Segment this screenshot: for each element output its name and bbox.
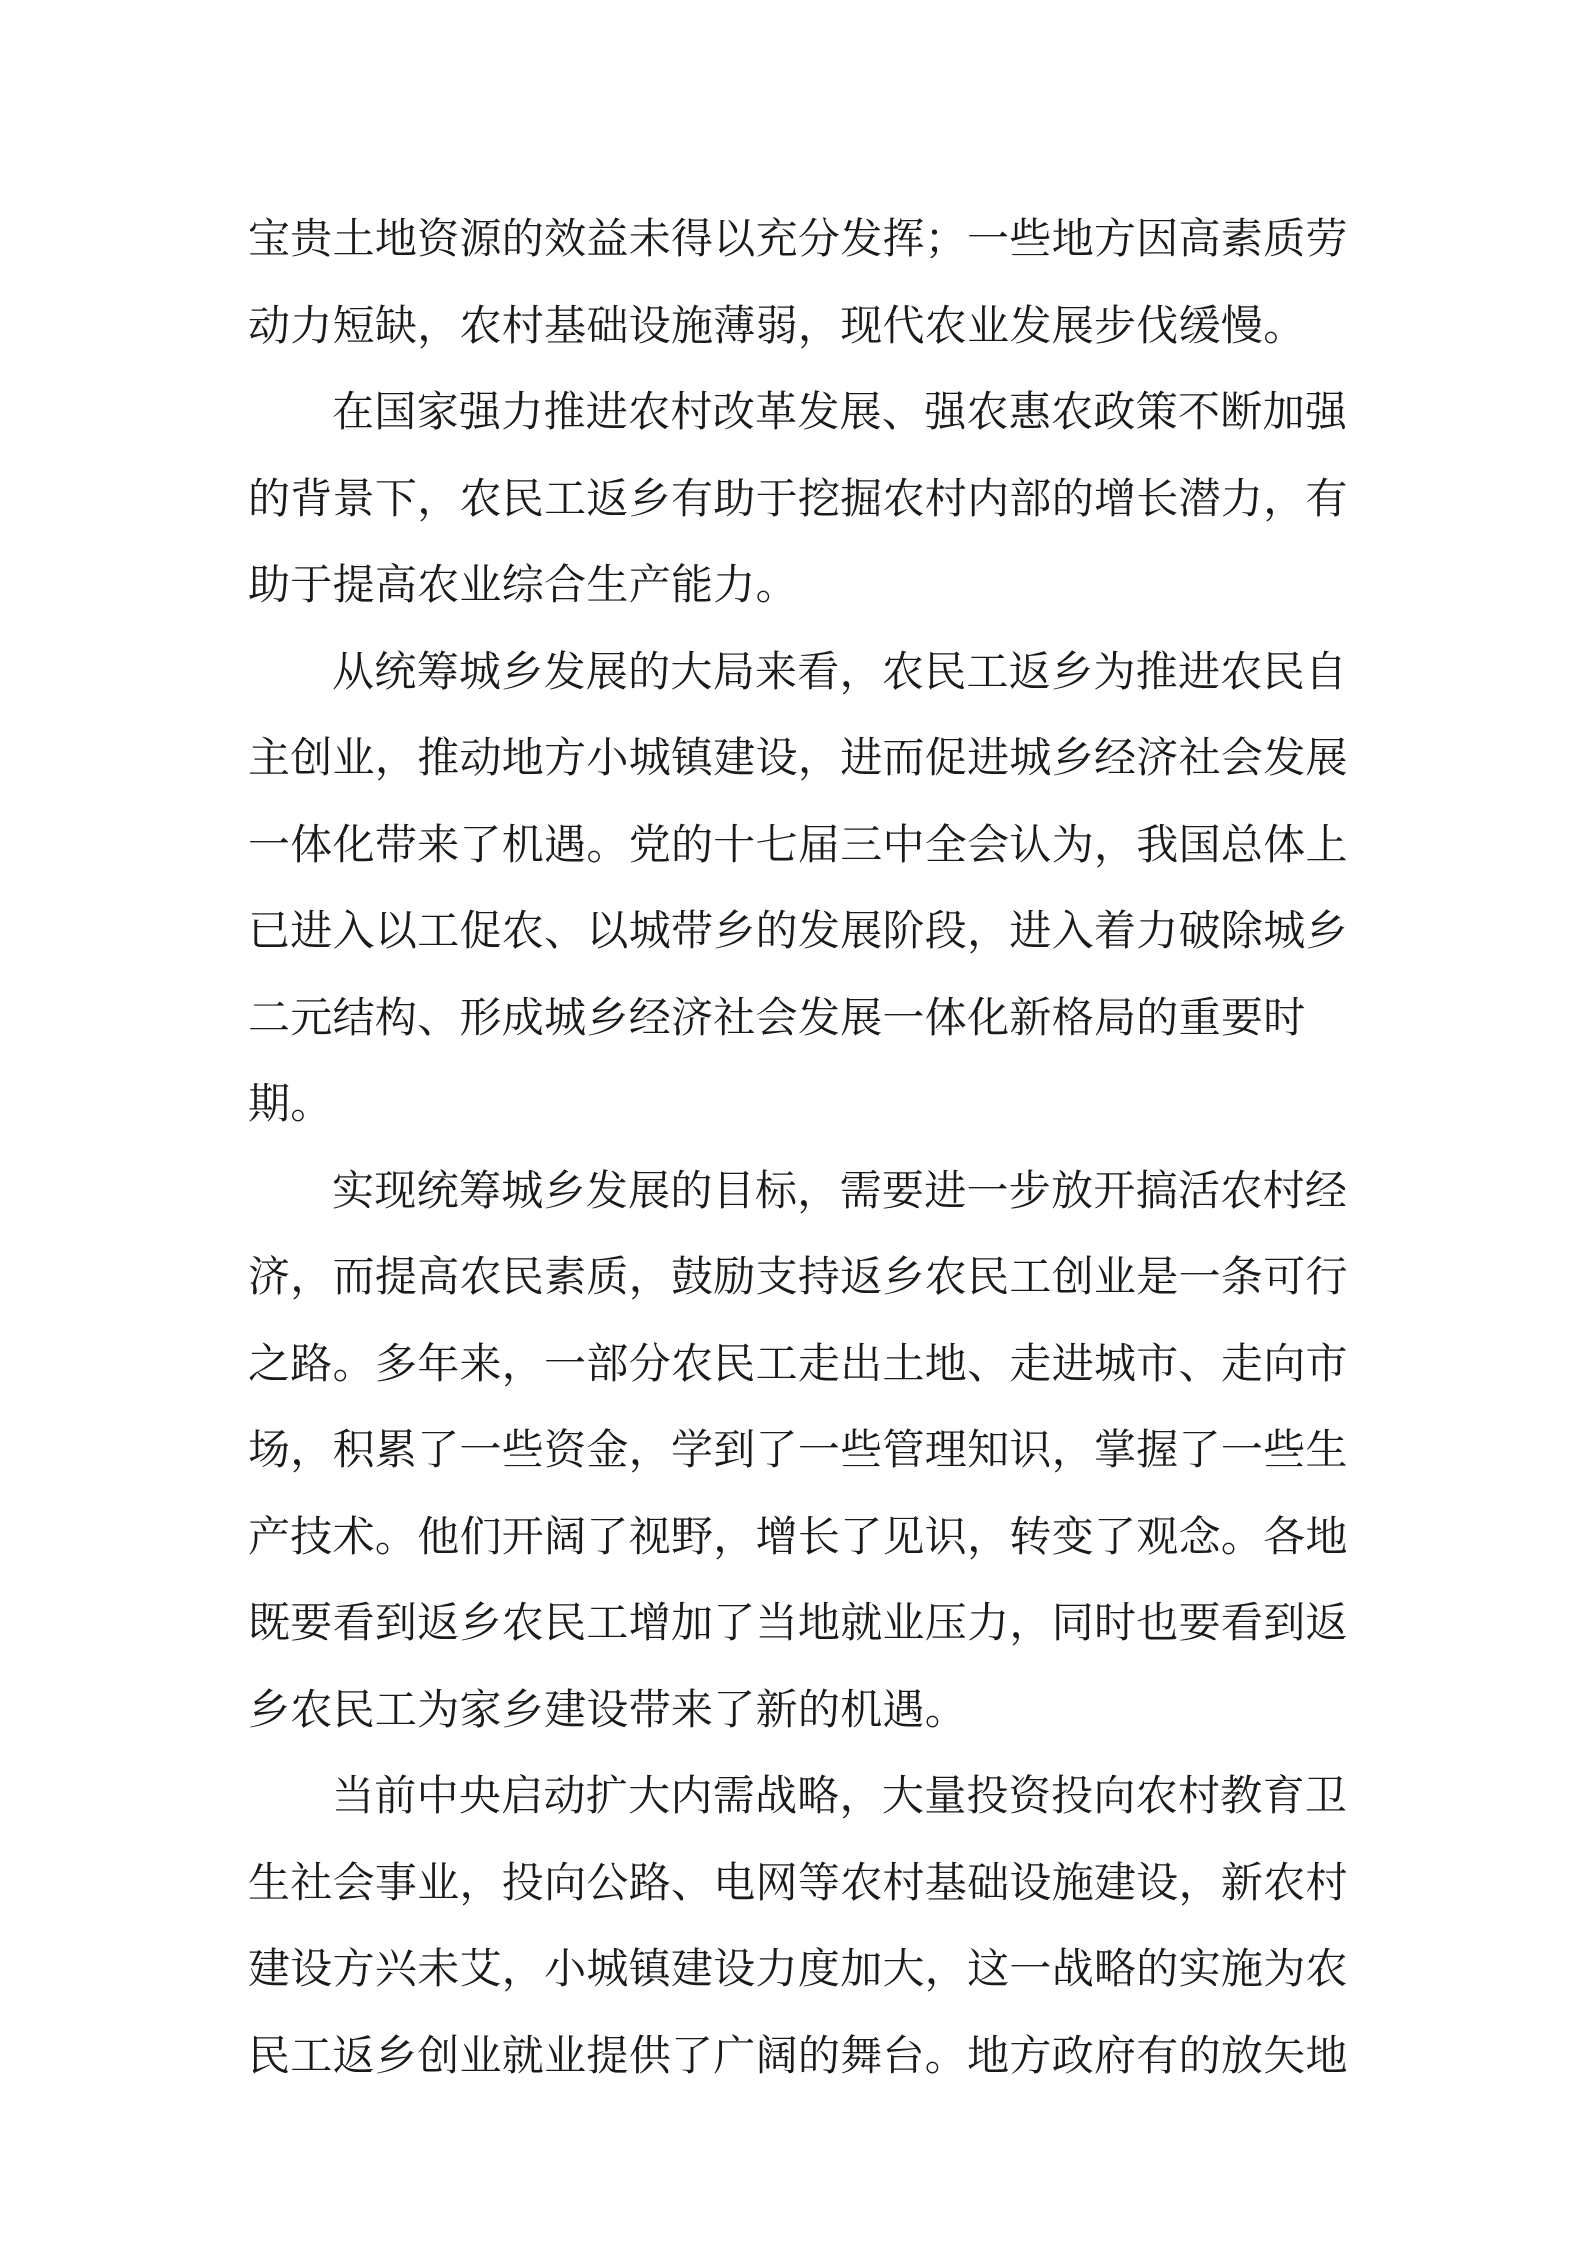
- text-line: 动力短缺，农村基础设施薄弱，现代农业发展步伐缓慢。: [248, 300, 1306, 350]
- text-line: 产技术。他们开阔了视野，增长了见识，转变了观念。各地: [248, 1511, 1348, 1561]
- text-line: 期。: [248, 1079, 333, 1128]
- text-line: 既要看到返乡农民工增加了当地就业压力，同时也要看到返: [248, 1598, 1348, 1647]
- text-line: 一体化带来了机遇。党的十七届三中全会认为，我国总体上: [248, 819, 1348, 869]
- paragraph-first-line: 实现统筹城乡发展的目标，需要进一步放开搞活农村经: [332, 1165, 1348, 1215]
- text-line: 建设方兴未艾，小城镇建设力度加大，这一战略的实施为农: [248, 1944, 1348, 1993]
- paragraph-first-line: 从统筹城乡发展的大局来看，农民工返乡为推进农民自: [332, 646, 1348, 696]
- text-line: 的背景下，农民工返乡有助于挖掘农村内部的增长潜力，有: [248, 473, 1348, 523]
- text-line: 之路。多年来，一部分农民工走出土地、走进城市、走向市: [248, 1338, 1348, 1388]
- paragraph-first-line: 当前中央启动扩大内需战略，大量投资投向农村教育卫: [332, 1771, 1348, 1820]
- text-line: 二元结构、形成城乡经济社会发展一体化新格局的重要时: [248, 992, 1306, 1042]
- text-line: 民工返乡创业就业提供了广阔的舞台。地方政府有的放矢地: [248, 2030, 1348, 2080]
- text-line: 济，而提高农民素质，鼓励支持返乡农民工创业是一条可行: [248, 1252, 1348, 1301]
- text-line: 乡农民工为家乡建设带来了新的机遇。: [248, 1684, 968, 1734]
- paragraph-first-line: 在国家强力推进农村改革发展、强农惠农政策不断加强: [332, 387, 1348, 436]
- text-line: 主创业，推动地方小城镇建设，进而促进城乡经济社会发展: [248, 733, 1348, 782]
- document-body: [248, 196, 1358, 2099]
- text-line: 已进入以工促农、以城带乡的发展阶段，进入着力破除城乡: [248, 906, 1348, 955]
- text-line: 宝贵土地资源的效益未得以充分发挥；一些地方因高素质劳: [248, 214, 1348, 263]
- text-line: 助于提高农业综合生产能力。: [248, 560, 798, 609]
- text-line: 场，积累了一些资金，学到了一些管理知识，掌握了一些生: [248, 1425, 1348, 1474]
- text-line: 生社会事业，投向公路、电网等农村基础设施建设，新农村: [248, 1857, 1348, 1907]
